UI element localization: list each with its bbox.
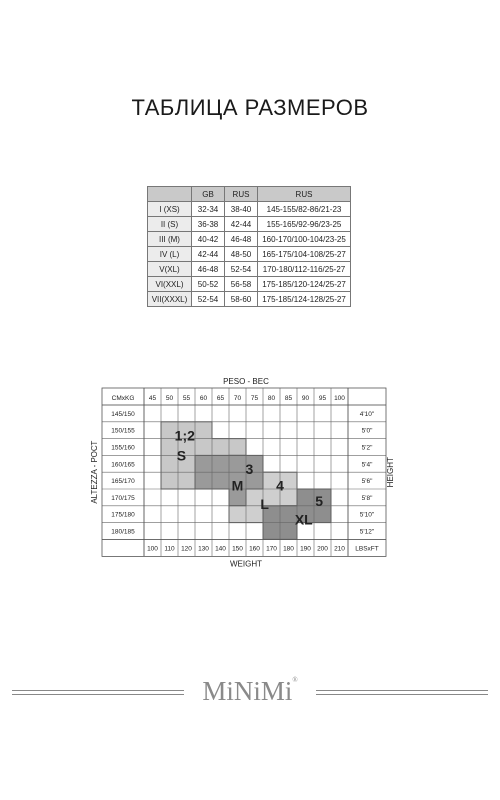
divider-left xyxy=(12,690,184,691)
table-cell: 175-185/124-128/25-27 xyxy=(258,292,351,307)
lbs-tick-label: 120 xyxy=(181,545,192,553)
table-cell: 160-170/100-104/23-25 xyxy=(258,232,351,247)
corner-label-top: CMxKG xyxy=(111,395,135,402)
ft-tick-label: 5'8" xyxy=(361,494,373,502)
table-cell: 155-165/92-96/23-25 xyxy=(258,217,351,232)
cm-tick-label: 180/185 xyxy=(111,528,135,536)
table-row xyxy=(148,232,351,247)
cm-tick-label: 150/155 xyxy=(111,427,135,435)
page-title: ТАБЛИЦА РАЗМЕРОВ xyxy=(131,95,369,120)
size-cell: VI(XXL) xyxy=(148,277,192,292)
table-row xyxy=(148,217,351,232)
lbs-tick-label: 100 xyxy=(147,545,158,553)
cm-tick-label: 175/180 xyxy=(111,511,135,519)
lbs-tick-label: 110 xyxy=(164,545,175,553)
header-cell: RUS xyxy=(258,187,351,202)
lbs-tick-label: 130 xyxy=(198,545,209,553)
zone-number-1: 1;2 xyxy=(174,427,195,444)
lbs-tick-label: 210 xyxy=(334,545,345,553)
table-cell: 170-180/112-116/25-27 xyxy=(258,262,351,277)
zone-size-1: S xyxy=(176,447,187,464)
header-cell xyxy=(148,187,192,202)
cm-tick-label: 145/150 xyxy=(111,410,135,418)
size-cell: I (XS) xyxy=(148,202,192,217)
lbs-tick-label: 190 xyxy=(300,545,311,553)
kg-tick-label: 55 xyxy=(182,395,191,402)
bottom-axis-title: WEIGHT xyxy=(230,559,262,569)
table-cell: 52-54 xyxy=(192,292,225,307)
ft-tick-label: 5'6" xyxy=(361,478,373,486)
size-table xyxy=(147,186,351,307)
ft-tick-label: 5'12" xyxy=(359,528,375,536)
lbs-tick-label: 170 xyxy=(266,545,277,553)
table-cell: 52-54 xyxy=(225,262,258,277)
table-row xyxy=(148,292,351,307)
size-cell: IV (L) xyxy=(148,247,192,262)
kg-tick-label: 45 xyxy=(148,395,157,402)
header-cell: GB xyxy=(192,187,225,202)
zone-number-4: 5 xyxy=(315,492,323,509)
kg-tick-label: 65 xyxy=(216,395,225,402)
table-row xyxy=(148,247,351,262)
lbs-tick-label: 180 xyxy=(283,545,294,553)
table-cell: 46-48 xyxy=(225,232,258,247)
table-cell: 36-38 xyxy=(192,217,225,232)
cm-tick-label: 155/160 xyxy=(111,444,135,452)
top-axis-title: PESO - ВЕС xyxy=(223,377,269,386)
divider-right xyxy=(316,690,488,691)
cm-tick-label: 170/175 xyxy=(111,494,135,502)
lbs-tick-label: 160 xyxy=(249,545,260,553)
size-cell: VII(XXXL) xyxy=(148,292,192,307)
cm-tick-label: 165/170 xyxy=(111,478,135,486)
zone-number-2: 3 xyxy=(245,460,254,477)
ft-tick-label: 5'10" xyxy=(359,511,375,519)
table-cell: 46-48 xyxy=(192,262,225,277)
table-cell: 32-34 xyxy=(192,202,225,217)
ft-tick-label: 5'4" xyxy=(361,461,373,469)
header-cell: RUS xyxy=(225,187,258,202)
kg-tick-label: 80 xyxy=(267,395,276,402)
kg-tick-label: 60 xyxy=(199,395,208,402)
table-cell: 40-42 xyxy=(192,232,225,247)
lbs-tick-label: 150 xyxy=(232,545,243,553)
ft-tick-label: 4'10" xyxy=(359,410,375,418)
kg-tick-label: 95 xyxy=(318,395,327,402)
table-cell: 50-52 xyxy=(192,277,225,292)
table-cell: 48-50 xyxy=(225,247,258,262)
size-table-header xyxy=(148,187,351,202)
size-cell: II (S) xyxy=(148,217,192,232)
lbs-tick-label: 200 xyxy=(317,545,328,553)
table-cell: 165-175/104-108/25-27 xyxy=(258,247,351,262)
size-cell: V(XL) xyxy=(148,262,192,277)
size-cell: III (M) xyxy=(148,232,192,247)
ft-tick-label: 5'2" xyxy=(361,444,373,452)
table-cell: 58-60 xyxy=(225,292,258,307)
table-row xyxy=(148,262,351,277)
table-cell: 42-44 xyxy=(225,217,258,232)
kg-tick-label: 85 xyxy=(284,395,293,402)
table-cell: 38-40 xyxy=(225,202,258,217)
table-cell: 175-185/120-124/25-27 xyxy=(258,277,351,292)
table-cell: 145-155/82-86/21-23 xyxy=(258,202,351,217)
kg-tick-label: 100 xyxy=(334,395,345,402)
table-row xyxy=(148,277,351,292)
left-axis-title: ALTEZZA - РОСТ xyxy=(90,440,99,504)
zone-size-3: L xyxy=(260,496,269,513)
table-cell: 56-58 xyxy=(225,277,258,292)
kg-tick-label: 90 xyxy=(301,395,310,402)
table-cell: 42-44 xyxy=(192,247,225,262)
zone-size-4: XL xyxy=(294,511,313,528)
right-axis-title: HEIGHT xyxy=(386,457,395,488)
kg-tick-label: 70 xyxy=(233,395,242,402)
lbs-tick-label: 140 xyxy=(215,545,226,553)
corner-label-bottom: LBSxFT xyxy=(355,545,379,553)
cm-tick-label: 160/165 xyxy=(111,461,135,469)
size-chart xyxy=(90,377,410,595)
table-row xyxy=(148,202,351,217)
zone-size-2: M xyxy=(231,477,244,494)
kg-tick-label: 50 xyxy=(165,395,174,402)
kg-tick-label: 75 xyxy=(250,395,259,402)
brand-logo: MiNiMi® xyxy=(202,676,298,706)
zone-number-3: 4 xyxy=(276,477,284,494)
ft-tick-label: 5'0" xyxy=(361,427,373,435)
